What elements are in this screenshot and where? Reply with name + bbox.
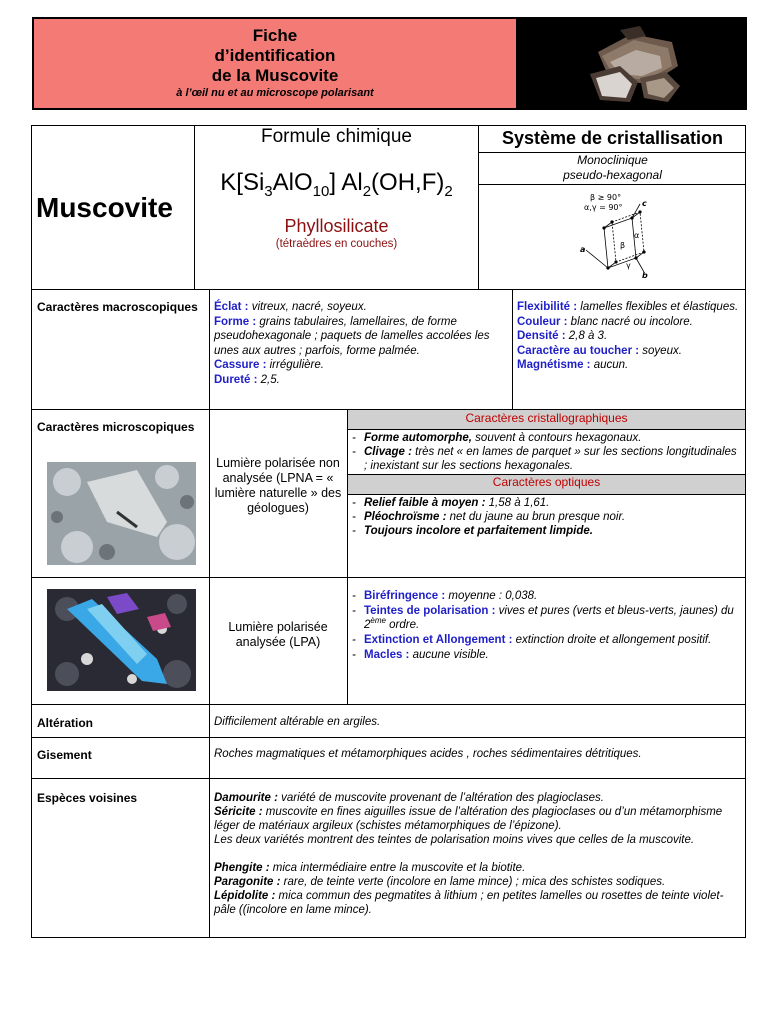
- header-line-2: d’identification: [214, 46, 336, 65]
- alteration-text: Difficilement altérable en argiles.: [214, 716, 381, 728]
- related-species-label: Espèces voisines: [37, 791, 138, 805]
- list-item: - Extinction et Allongement : extinction droite et allongement positif.: [350, 633, 742, 647]
- lpa-thin-section-image: [47, 589, 196, 691]
- divider: [31, 577, 746, 578]
- header-line-3: de la Muscovite: [211, 66, 339, 85]
- divider: [347, 409, 348, 704]
- monoclinic-cell-diagram: [574, 188, 658, 280]
- crystallographic-list: [350, 431, 742, 473]
- angle-gamma-symbol: γ: [626, 261, 631, 270]
- divider: [512, 289, 513, 409]
- divider: [31, 704, 746, 705]
- lpna-caption: Lumière polarisée non analysée (LPNA = « lumière naturelle » des géologues): [214, 456, 342, 515]
- mineral-name: Muscovite: [36, 192, 173, 223]
- list-item: - Toujours incolore et parfaitement limpide.: [350, 524, 742, 538]
- axis-c-label: c: [642, 199, 647, 208]
- angle-beta-label: β ≥ 90°: [590, 193, 622, 202]
- muscovite-specimen-image: [580, 22, 690, 106]
- header-title-block: [34, 19, 516, 108]
- optical-header: Caractères optiques: [348, 475, 745, 494]
- macro-left-column: Éclat : vitreux, nacré, soyeux. Forme : grains tabulaires, lamellaires, de forme pseudohexagonale ; paquets de lamelles accolées les unes aux autres ; parfois, forme palmée. Cassure : irrégulière. Dureté : 2,5.: [214, 301, 490, 386]
- related-species-text: Damourite : variété de muscovite provenant de l’altération des plagioclases. Séricite : muscovite en fines aiguilles issue de l’altération des plagioclases ou d’un métamorphisme léger de matériaux argileux (schistes métamorphiques de l’épizone). Les deux variétés montrent des teintes de polarisation moins vives que celles de la muscovite. Phengite : mica intermédiaire entre la muscovite et la biotite. Paragonite : rare, de teinte verte (incolore en lame mince) ; mica des schistes sodiques. Lépidolite : mica commun des pegmatites à lithium ; en petites lamelles ou rosettes de teinte violet-pâle ((incolore en lame mince).: [214, 792, 724, 916]
- divider: [31, 737, 746, 738]
- chemical-formula: $K[Si_3AlO_{10}]$ $Al_2(OH,F)_2$: [220, 169, 453, 200]
- divider: [348, 494, 746, 495]
- divider: [348, 429, 746, 430]
- macro-label: Caractères macroscopiques: [37, 300, 198, 314]
- list-item: - Relief faible à moyen : 1,58 à 1,61.: [350, 496, 742, 510]
- angle-beta-symbol: β: [620, 241, 626, 250]
- lpna-thin-section-image: [47, 462, 196, 565]
- header-subtitle: à l’œil nu et au microscope polarisant: [176, 87, 374, 99]
- list-item: - Pléochroïsme : net du jaune au brun presque noir.: [350, 510, 742, 524]
- lpa-caption: Lumière polarisée analysée (LPA): [228, 620, 328, 649]
- list-item: - Teintes de polarisation : vives et pures (verts et bleus-verts, jaunes) du 2ème ordre.: [350, 604, 742, 632]
- mineral-family-note: (tétraèdres en couches): [275, 238, 398, 250]
- divider: [209, 289, 210, 938]
- crystal-system-title: Système de cristallisation: [501, 128, 724, 148]
- angle-alpha-gamma-label: α,γ = 90°: [584, 203, 623, 212]
- list-item: - Clivage : très net « en lames de parquet » sur les sections longitudinales ; inexistant sur les sections hexagonales.: [350, 445, 742, 473]
- crystal-system-line-2: pseudo-hexagonal: [563, 168, 662, 182]
- crystallographic-header: Caractères cristallographiques: [348, 410, 745, 429]
- gisement-label: Gisement: [37, 748, 92, 762]
- gisement-text: Roches magmatiques et métamorphiques acides , roches sédimentaires détritiques.: [214, 748, 642, 760]
- divider: [478, 184, 746, 185]
- divider: [478, 125, 479, 290]
- divider: [194, 125, 195, 290]
- angle-alpha-symbol: α: [634, 231, 640, 240]
- axis-a-label: a: [580, 245, 586, 254]
- micro-label: Caractères microscopiques: [37, 420, 195, 434]
- optical-list: [350, 496, 742, 538]
- list-item: - Biréfringence : moyenne : 0,038.: [350, 589, 742, 603]
- mineral-family: Phyllosilicate: [284, 216, 389, 236]
- macro-right-column: Flexibilité : lamelles flexibles et élastiques. Couleur : blanc nacré ou incolore. Densité : 2,8 à 3. Caractère au toucher : soyeux. Magnétisme : aucun.: [517, 301, 739, 371]
- lpa-list: [350, 589, 742, 662]
- axis-b-label: b: [642, 271, 648, 280]
- list-item: - Forme automorphe, souvent à contours hexagonaux.: [350, 431, 742, 445]
- crystal-system-line-1: Monoclinique: [577, 153, 648, 167]
- formula-title: Formule chimique: [261, 126, 412, 147]
- divider: [31, 778, 746, 779]
- header-line-1: Fiche: [252, 26, 298, 45]
- list-item: - Macles : aucune visible.: [350, 648, 742, 662]
- alteration-label: Altération: [37, 716, 94, 730]
